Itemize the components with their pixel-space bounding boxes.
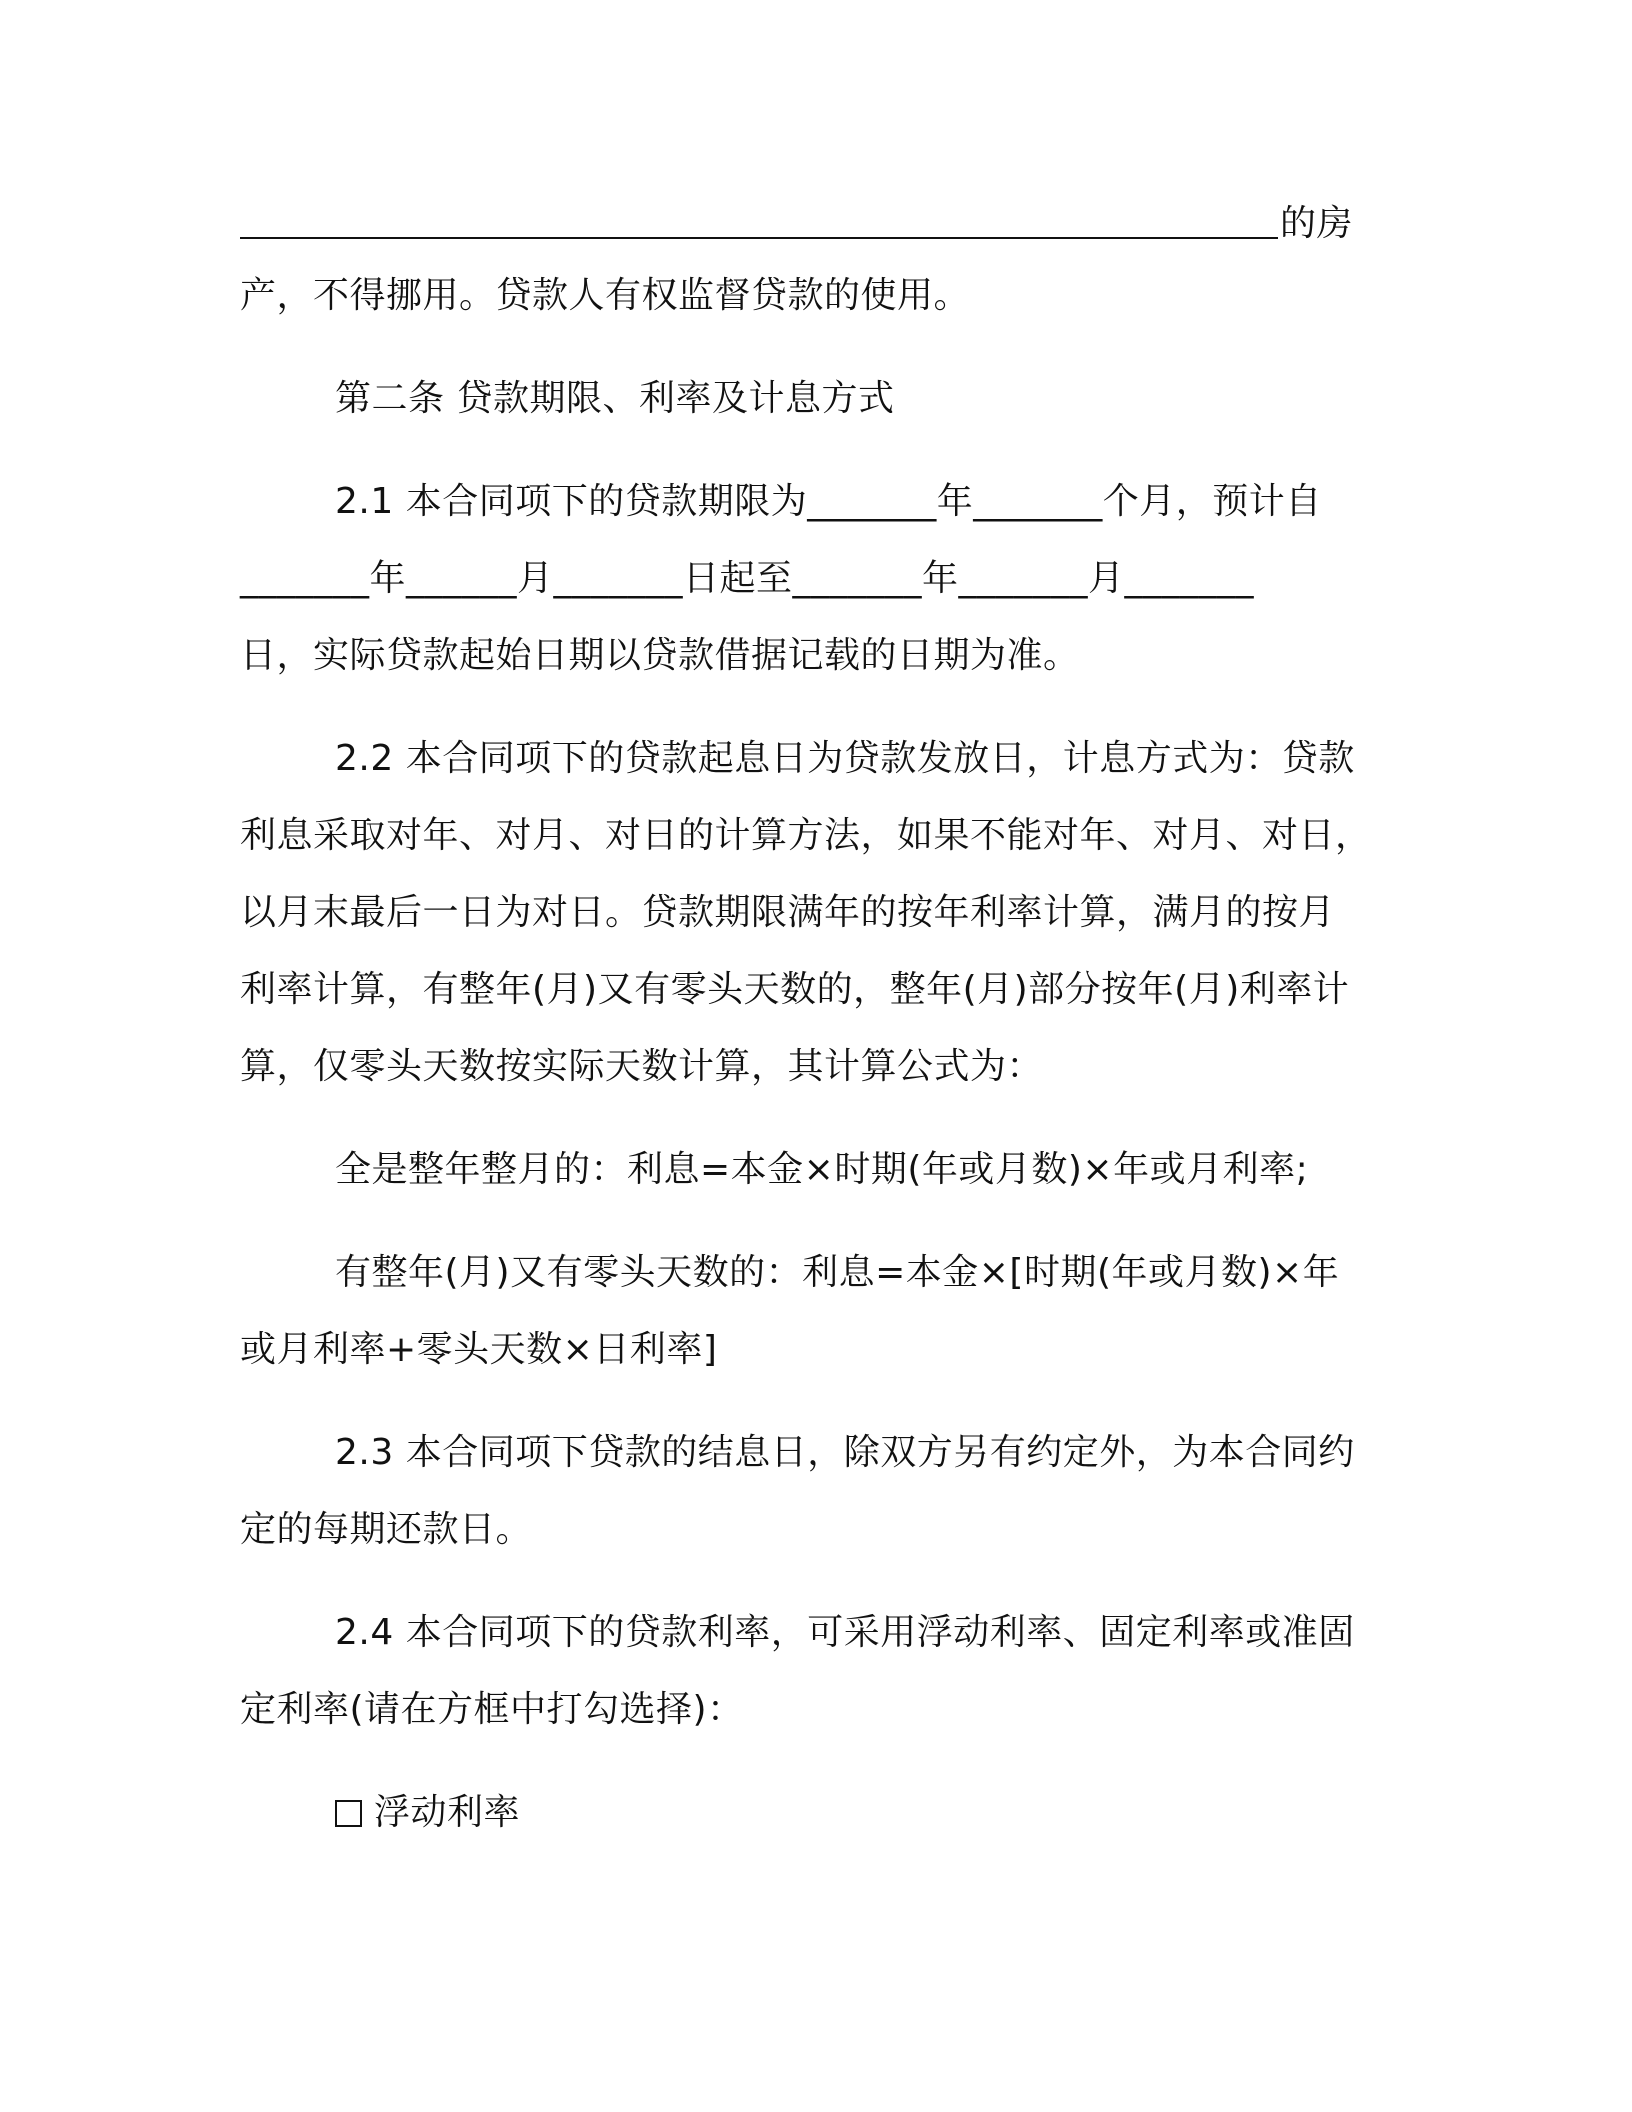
clause-2-1-line-2: _______年______月_______日起至_______年_______月_______ <box>240 558 1255 599</box>
formula-line-1: 全是整年整月的：利息=本金×时期(年或月数)×年或月利率; <box>335 1149 1309 1190</box>
clause-2-2-line-4: 利率计算，有整年(月)又有零头天数的，整年(月)部分按年(月)利率计 <box>240 969 1350 1010</box>
blank-fill-line <box>240 237 1278 239</box>
floating-rate-checkbox[interactable] <box>335 1800 362 1827</box>
clause-2-3-line-1: 2.3 本合同项下贷款的结息日，除双方另有约定外，为本合同约 <box>335 1432 1355 1473</box>
clause-2-2-line-5: 算，仅零头天数按实际天数计算，其计算公式为： <box>240 1046 1044 1087</box>
clause-2-2-line-3: 以月末最后一日为对日。贷款期限满年的按年利率计算，满月的按月 <box>240 892 1336 933</box>
clause-2-2-line-2: 利息采取对年、对月、对日的计算方法，如果不能对年、对月、对日， <box>240 815 1372 856</box>
floating-rate-label: 浮动利率 <box>374 1792 521 1833</box>
text-line-2: 产，不得挪用。贷款人有权监督贷款的使用。 <box>240 275 971 316</box>
section-heading: 第二条 贷款期限、利率及计息方式 <box>335 378 895 419</box>
clause-2-1-line-3: 日，实际贷款起始日期以贷款借据记载的日期为准。 <box>240 635 1080 676</box>
formula-line-3: 或月利率+零头天数×日利率] <box>240 1329 718 1370</box>
formula-line-2: 有整年(月)又有零头天数的：利息=本金×[时期(年或月数)×年 <box>335 1252 1340 1293</box>
clause-2-1-line-1: 2.1 本合同项下的贷款期限为_______年_______个月，预计自 <box>335 481 1322 522</box>
clause-2-2-line-1: 2.2 本合同项下的贷款起息日为贷款发放日，计息方式为：贷款 <box>335 738 1355 779</box>
clause-2-4-line-1: 2.4 本合同项下的贷款利率，可采用浮动利率、固定利率或准固 <box>335 1612 1355 1653</box>
option-floating-rate[interactable] <box>335 1787 520 1839</box>
clause-2-4-line-2: 定利率(请在方框中打勾选择)： <box>240 1689 744 1730</box>
clause-2-3-line-2: 定的每期还款日。 <box>240 1509 533 1550</box>
text-line-1: 的房 <box>1280 203 1354 244</box>
